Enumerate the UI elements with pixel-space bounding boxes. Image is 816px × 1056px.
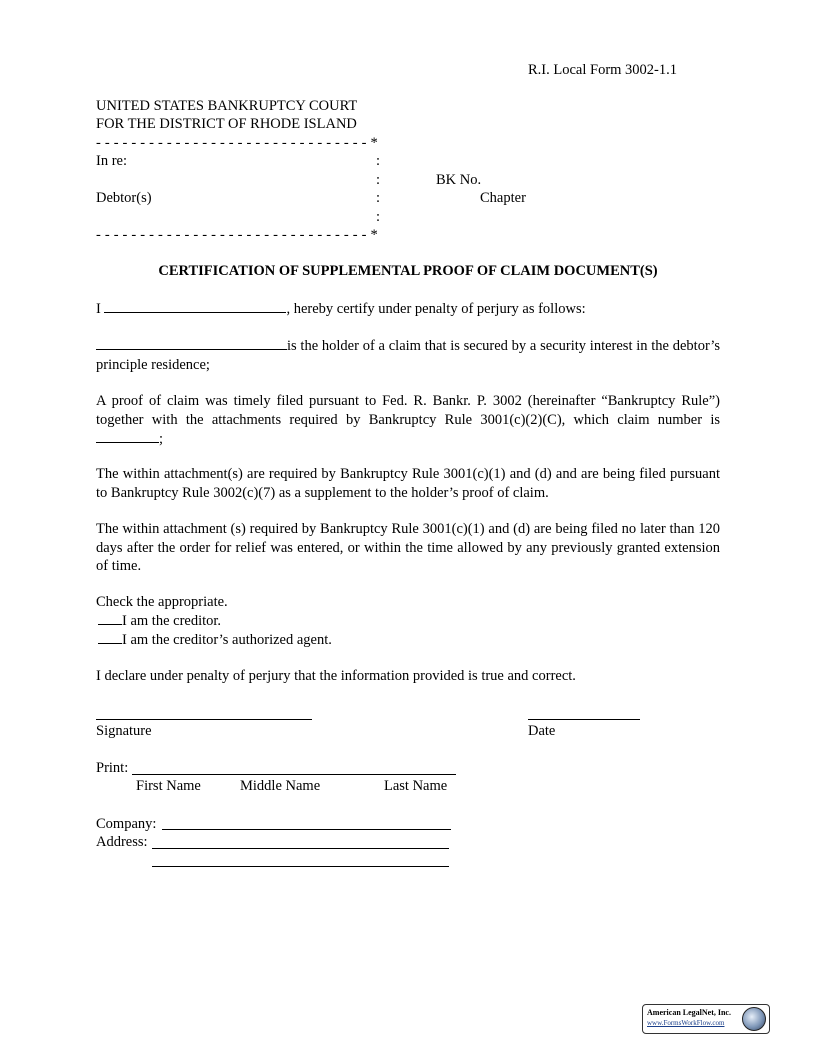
company-line[interactable] — [162, 829, 451, 830]
holder-text: is the holder of a claim that is secured by a security interest in the debtor’s principle residence; — [96, 338, 720, 373]
first-name-label: First Name — [136, 778, 201, 794]
address-line-1[interactable] — [152, 848, 449, 849]
option-creditor-label: I am the creditor. — [122, 613, 222, 629]
print-label: Print: — [96, 760, 129, 776]
declaration: I declare under penalty of perjury that the information provided is true and correct. — [96, 668, 576, 684]
proof-of-claim-text: A proof of claim was timely filed pursuant to Fed. R. Bankr. P. 3002 (hereinafter “Bankruptcy Rule”) together with the attachments required by Bankruptcy Rule 3001(c)(2)(C), which claim number is — [96, 393, 720, 428]
timeliness-statement: The within attachment (s) required by Bankruptcy Rule 3001(c)(1) and (d) are being filed no later than 120 days after the order for relief was entered, or within the time allowed by any previously granted extension of time. — [96, 521, 720, 574]
holder-statement — [96, 336, 720, 374]
publisher-name: American LegalNet, Inc. — [647, 1008, 731, 1017]
option-creditor — [98, 611, 221, 630]
caption-colon: : — [376, 172, 381, 188]
court-name-line1: UNITED STATES BANKRUPTCY COURT — [96, 98, 358, 114]
court-name-line2: FOR THE DISTRICT OF RHODE ISLAND — [96, 116, 357, 132]
claim-number-field[interactable] — [96, 429, 159, 443]
caption-divider-top: - - - - - - - - - - - - - - - - - - - - - - - - - - - - - - - * — [96, 135, 378, 151]
option-agent — [98, 630, 332, 649]
chapter-label: Chapter — [480, 190, 526, 206]
address-label: Address: — [96, 834, 148, 850]
in-re-label: In re: — [96, 153, 127, 169]
last-name-label: Last Name — [384, 778, 448, 794]
attachments-statement: The within attachment(s) are required by Bankruptcy Rule 3001(c)(1) and (d) and are being filed pursuant to Bankruptcy Rule 3002(c)(7) as a supplement to the holder’s proof of claim. — [96, 466, 720, 501]
address-line-2[interactable] — [152, 866, 449, 867]
globe-icon — [742, 1007, 766, 1031]
date-line[interactable] — [528, 719, 640, 720]
signature-line[interactable] — [96, 719, 312, 720]
bk-no-label: BK No. — [436, 172, 482, 188]
holder-name-field[interactable] — [96, 336, 287, 350]
form-id: R.I. Local Form 3002-1.1 — [528, 62, 678, 78]
publisher-logo — [642, 1004, 770, 1034]
middle-name-label: Middle Name — [240, 778, 321, 794]
company-label: Company: — [96, 816, 157, 832]
certifier-prefix: I — [96, 301, 101, 317]
proof-of-claim-statement — [96, 392, 720, 449]
document-title: CERTIFICATION OF SUPPLEMENTAL PROOF OF CLAIM DOCUMENT(S) — [158, 263, 658, 279]
option-agent-label: I am the creditor’s authorized agent. — [122, 632, 332, 648]
caption-colon: : — [376, 153, 381, 169]
certifier-statement — [96, 299, 586, 318]
creditor-checkbox[interactable] — [98, 611, 122, 625]
debtor-label: Debtor(s) — [96, 190, 152, 206]
caption-divider-bottom: - - - - - - - - - - - - - - - - - - - - - - - - - - - - - - - * — [96, 227, 378, 243]
publisher-url[interactable]: www.FormsWorkFlow.com — [647, 1019, 725, 1027]
caption-colon: : — [376, 209, 381, 225]
certifier-name-field[interactable] — [104, 299, 286, 313]
caption-colon: : — [376, 190, 381, 206]
print-name-line[interactable] — [132, 774, 456, 775]
claim-number-end: ; — [159, 431, 164, 447]
signature-label: Signature — [96, 723, 152, 739]
date-label: Date — [528, 723, 556, 739]
agent-checkbox[interactable] — [98, 630, 122, 644]
certifier-suffix: , hereby certify under penalty of perjury as follows: — [286, 301, 586, 317]
check-label: Check the appropriate. — [96, 594, 228, 610]
